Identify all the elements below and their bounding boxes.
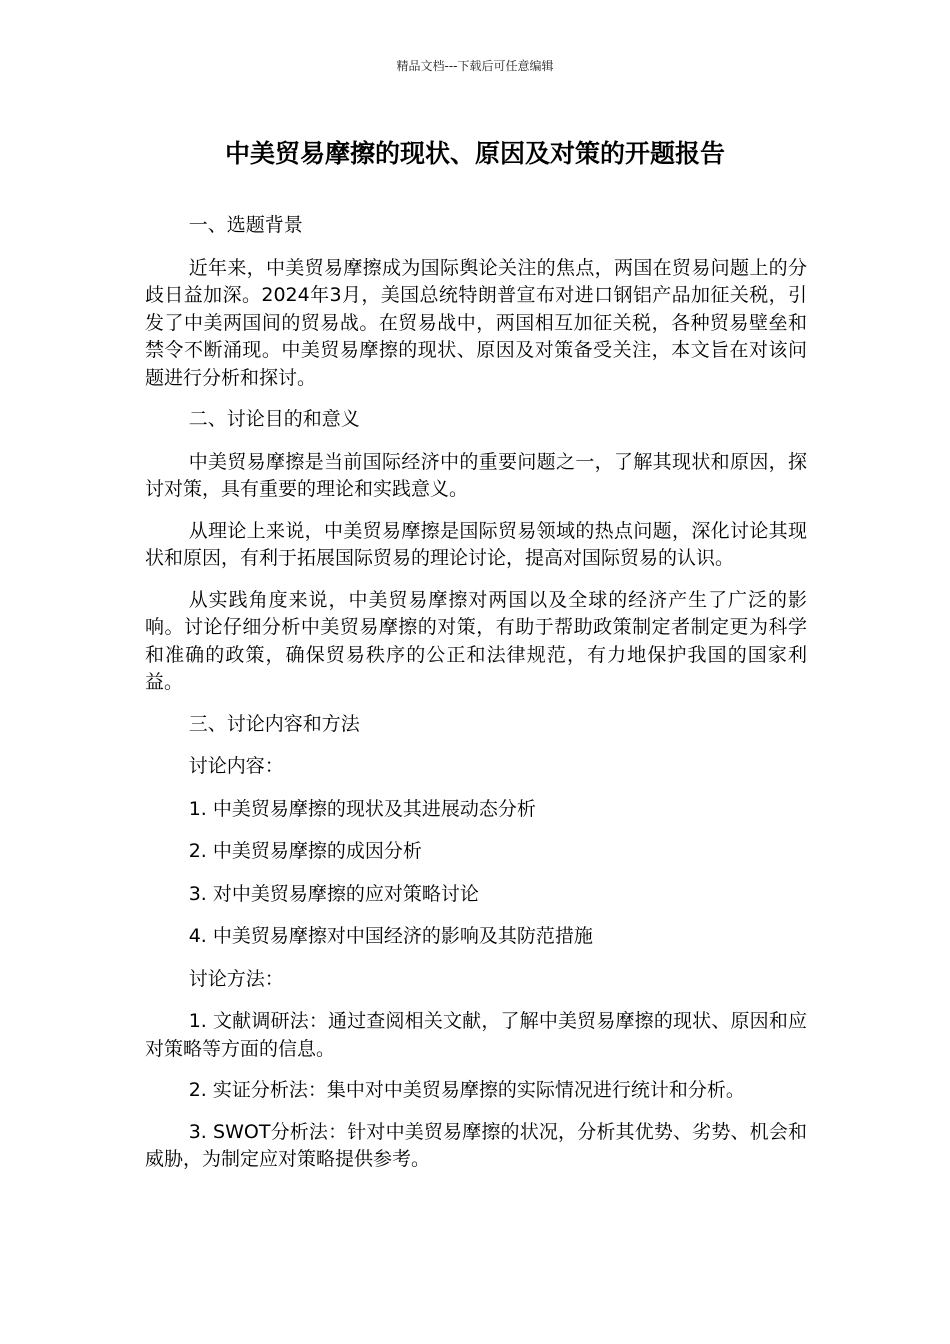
paragraph-purpose-practice: 从实践角度来说，中美贸易摩擦对两国以及全球的经济产生了广泛的影响。讨论仔细分析中美贸易摩擦的对策，有助于帮助政策制定者制定更为科学和准确的政策，确保贸易秩序的公正和法律规范，有力地保护我国的国家利益。 — [145, 588, 807, 693]
content-label: 讨论内容： — [188, 755, 284, 777]
content-item-2: 2. 中美贸易摩擦的成因分析 — [188, 840, 422, 862]
document-body — [145, 212, 807, 1188]
method-item-2: 2. 实证分析法：集中对中美贸易摩擦的实际情况进行统计和分析。 — [188, 1079, 745, 1101]
section-heading-content-method: 三、讨论内容和方法 — [188, 712, 360, 735]
method-label: 讨论方法： — [188, 967, 284, 990]
method-item-1: 1. 文献调研法：通过查阅相关文献，了解中美贸易摩擦的现状、原因和应对策略等方面的信息。 — [145, 1010, 807, 1060]
content-item-4: 4. 中美贸易摩擦对中国经济的影响及其防范措施 — [188, 925, 593, 947]
section-heading-purpose: 二、讨论目的和意义 — [188, 408, 360, 430]
paragraph-purpose-intro: 中美贸易摩擦是当前国际经济中的重要问题之一，了解其现状和原因，探讨对策，具有重要的理论和实践意义。 — [145, 450, 807, 500]
paragraph-background: 近年来，中美贸易摩擦成为国际舆论关注的焦点，两国在贸易问题上的分歧日益加深。2024年3月，美国总统特朗普宣布对进口钢铝产品加征关税，引发了中美两国间的贸易战。在贸易战中，两国相互加征关税，各种贸易壁垒和禁令不断涌现。中美贸易摩擦的现状、原因及对策备受关注，本文旨在对该问题进行分析和探讨。 — [145, 256, 807, 389]
content-item-3: 3. 对中美贸易摩擦的应对策略讨论 — [188, 882, 479, 905]
section-heading-background: 一、选题背景 — [188, 214, 303, 236]
content-item-1: 1. 中美贸易摩擦的现状及其进展动态分析 — [188, 797, 536, 820]
document-title: 中美贸易摩擦的现状、原因及对策的开题报告 — [224, 139, 725, 168]
page-header-note: 精品文档---下载后可任意编辑 — [396, 59, 554, 73]
method-item-3: 3. SWOT分析法：针对中美贸易摩擦的状况，分析其优势、劣势、机会和威胁，为制定应对策略提供参考。 — [145, 1120, 807, 1170]
paragraph-purpose-theory: 从理论上来说，中美贸易摩擦是国际贸易领域的热点问题，深化讨论其现状和原因，有利于拓展国际贸易的理论讨论，提高对国际贸易的认识。 — [145, 519, 807, 569]
